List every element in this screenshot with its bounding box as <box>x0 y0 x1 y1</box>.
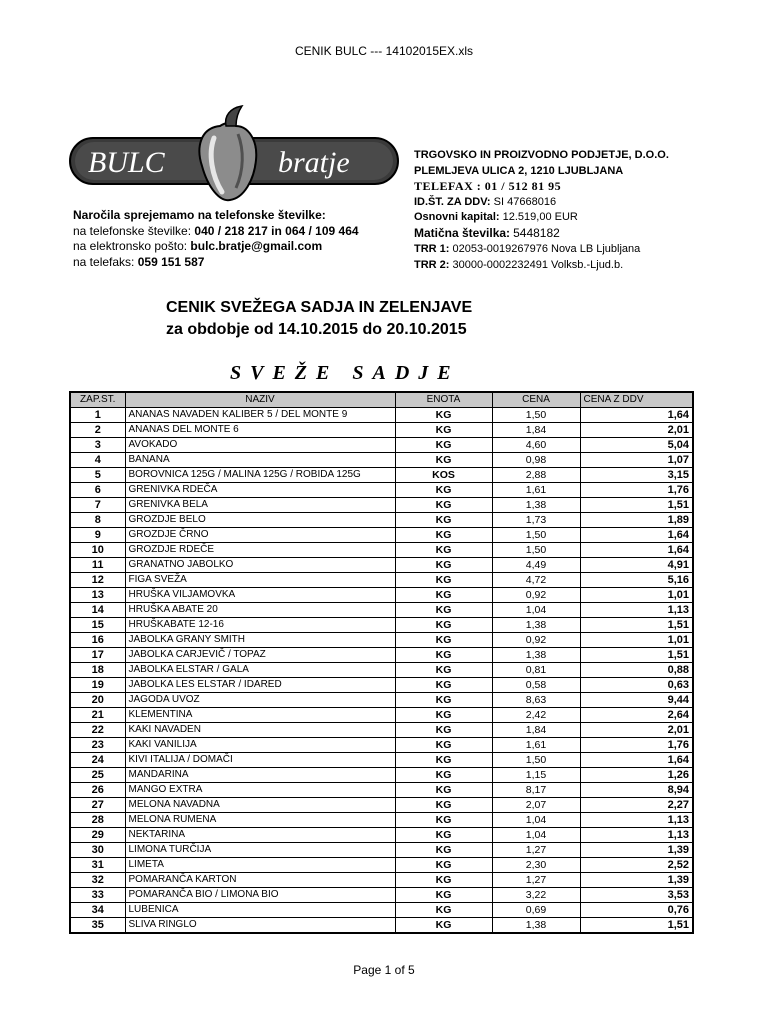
row-unit: KG <box>395 423 492 438</box>
row-number: 20 <box>70 693 125 708</box>
section-title: SVEŽE SADJE <box>230 362 460 384</box>
table-row <box>70 768 693 783</box>
row-price: 1,27 <box>492 873 580 888</box>
row-unit: KG <box>395 858 492 873</box>
row-name: JABOLKA CARJEVIČ / TOPAZ <box>125 648 395 663</box>
row-name: FIGA SVEŽA <box>125 573 395 588</box>
row-name: HRUŠKA VILJAMOVKA <box>125 588 395 603</box>
row-price: 0,69 <box>492 903 580 918</box>
row-number: 11 <box>70 558 125 573</box>
row-number: 10 <box>70 543 125 558</box>
row-number: 25 <box>70 768 125 783</box>
row-price-vat: 2,01 <box>580 723 693 738</box>
row-unit: KG <box>395 813 492 828</box>
row-number: 17 <box>70 648 125 663</box>
row-name: SLIVA RINGLO <box>125 918 395 934</box>
row-number: 21 <box>70 708 125 723</box>
row-name: JABOLKA ELSTAR / GALA <box>125 663 395 678</box>
row-name: MELONA RUMENA <box>125 813 395 828</box>
company-trr1: TRR 1: 02053-0019267976 Nova LB Ljubljana <box>414 243 641 255</box>
row-price-vat: 1,51 <box>580 648 693 663</box>
row-unit: KG <box>395 768 492 783</box>
orders-phones: na telefonske številke: 040 / 218 217 in 064 / 109 464 <box>73 223 359 238</box>
row-number: 1 <box>70 408 125 423</box>
row-price-vat: 1,01 <box>580 588 693 603</box>
company-telefax: TELEFAX : 01 / 512 81 95 <box>414 179 562 193</box>
row-number: 23 <box>70 738 125 753</box>
row-price-vat: 1,26 <box>580 768 693 783</box>
table-row <box>70 783 693 798</box>
row-price: 1,84 <box>492 423 580 438</box>
table-row <box>70 483 693 498</box>
row-number: 22 <box>70 723 125 738</box>
row-unit: KG <box>395 603 492 618</box>
row-price: 8,17 <box>492 783 580 798</box>
row-price: 1,04 <box>492 828 580 843</box>
row-price-vat: 1,76 <box>580 738 693 753</box>
row-number: 16 <box>70 633 125 648</box>
row-price: 2,30 <box>492 858 580 873</box>
row-name: GROZDJE ČRNO <box>125 528 395 543</box>
row-number: 19 <box>70 678 125 693</box>
orders-heading: Naročila sprejemamo na telefonske številke: <box>73 208 326 222</box>
row-price: 4,49 <box>492 558 580 573</box>
row-price: 0,81 <box>492 663 580 678</box>
title-line-1: CENIK SVEŽEGA SADJA IN ZELENJAVE <box>166 299 473 316</box>
row-price-vat: 1,13 <box>580 603 693 618</box>
row-unit: KG <box>395 453 492 468</box>
row-number: 2 <box>70 423 125 438</box>
row-name: JABOLKA LES ELSTAR / IDARED <box>125 678 395 693</box>
table-row <box>70 498 693 513</box>
row-unit: KG <box>395 408 492 423</box>
row-price: 1,38 <box>492 618 580 633</box>
row-number: 24 <box>70 753 125 768</box>
row-name: POMARANČA BIO / LIMONA BIO <box>125 888 395 903</box>
price-list-title <box>166 297 472 341</box>
row-price-vat: 5,04 <box>580 438 693 453</box>
row-price-vat: 1,64 <box>580 753 693 768</box>
row-name: LIMETA <box>125 858 395 873</box>
row-unit: KG <box>395 648 492 663</box>
table-row <box>70 873 693 888</box>
table-row <box>70 543 693 558</box>
row-unit: KG <box>395 723 492 738</box>
row-number: 35 <box>70 918 125 934</box>
table-row <box>70 918 693 934</box>
table-row <box>70 678 693 693</box>
company-capital: Osnovni kapital: 12.519,00 EUR <box>414 211 578 223</box>
row-unit: KG <box>395 783 492 798</box>
row-price-vat: 8,94 <box>580 783 693 798</box>
table-row <box>70 813 693 828</box>
row-name: BANANA <box>125 453 395 468</box>
row-unit: KG <box>395 843 492 858</box>
table-row <box>70 468 693 483</box>
order-contacts <box>73 208 359 270</box>
table-row <box>70 573 693 588</box>
row-price: 2,42 <box>492 708 580 723</box>
row-name: GRENIVKA BELA <box>125 498 395 513</box>
title-line-2: za obdobje od 14.10.2015 do 20.10.2015 <box>166 321 467 338</box>
table-row <box>70 903 693 918</box>
row-price: 1,50 <box>492 753 580 768</box>
row-price: 1,15 <box>492 768 580 783</box>
row-number: 8 <box>70 513 125 528</box>
row-name: MANGO EXTRA <box>125 783 395 798</box>
row-price: 4,60 <box>492 438 580 453</box>
row-unit: KG <box>395 903 492 918</box>
row-price-vat: 5,16 <box>580 573 693 588</box>
header-unit: ENOTA <box>395 392 492 408</box>
row-price-vat: 3,15 <box>580 468 693 483</box>
row-price: 2,88 <box>492 468 580 483</box>
table-row <box>70 708 693 723</box>
row-price: 1,04 <box>492 603 580 618</box>
table-row <box>70 588 693 603</box>
row-price-vat: 0,88 <box>580 663 693 678</box>
row-name: MANDARINA <box>125 768 395 783</box>
row-price-vat: 2,27 <box>580 798 693 813</box>
row-price-vat: 1,39 <box>580 873 693 888</box>
row-price: 0,58 <box>492 678 580 693</box>
row-price-vat: 1,51 <box>580 498 693 513</box>
table-row <box>70 753 693 768</box>
row-number: 12 <box>70 573 125 588</box>
row-price: 1,61 <box>492 483 580 498</box>
row-price-vat: 3,53 <box>580 888 693 903</box>
row-price: 1,38 <box>492 648 580 663</box>
row-name: GROZDJE RDEČE <box>125 543 395 558</box>
row-unit: KG <box>395 618 492 633</box>
table-row <box>70 438 693 453</box>
row-number: 33 <box>70 888 125 903</box>
row-price-vat: 1,64 <box>580 543 693 558</box>
row-price: 0,92 <box>492 588 580 603</box>
row-price-vat: 1,07 <box>580 453 693 468</box>
row-price-vat: 2,52 <box>580 858 693 873</box>
row-price-vat: 9,44 <box>580 693 693 708</box>
row-name: HRUŠKABATE 12-16 <box>125 618 395 633</box>
row-name: MELONA NAVADNA <box>125 798 395 813</box>
company-info <box>414 148 669 273</box>
row-price: 1,61 <box>492 738 580 753</box>
row-price-vat: 1,89 <box>580 513 693 528</box>
row-price-vat: 0,63 <box>580 678 693 693</box>
table-row <box>70 408 693 423</box>
row-price: 1,50 <box>492 408 580 423</box>
row-number: 31 <box>70 858 125 873</box>
table-row <box>70 423 693 438</box>
row-price: 1,04 <box>492 813 580 828</box>
row-price-vat: 0,76 <box>580 903 693 918</box>
row-price-vat: 1,39 <box>580 843 693 858</box>
row-number: 26 <box>70 783 125 798</box>
company-trr2: TRR 2: 30000-0002232491 Volksb.-Ljud.b. <box>414 258 624 271</box>
row-price-vat: 2,64 <box>580 708 693 723</box>
document-header: CENIK BULC --- 14102015EX.xls <box>294 44 474 58</box>
row-number: 14 <box>70 603 125 618</box>
row-unit: KG <box>395 573 492 588</box>
row-name: LUBENICA <box>125 903 395 918</box>
row-unit: KOS <box>395 468 492 483</box>
row-unit: KG <box>395 888 492 903</box>
company-ddv: ID.ŠT. ZA DDV: SI 47668016 <box>414 195 557 208</box>
row-number: 15 <box>70 618 125 633</box>
row-name: GRENIVKA RDEČA <box>125 483 395 498</box>
row-name: GRANATNO JABOLKO <box>125 558 395 573</box>
table-row <box>70 528 693 543</box>
row-price-vat: 1,76 <box>580 483 693 498</box>
company-maticna: Matična številka: 5448182 <box>414 225 560 240</box>
table-row <box>70 798 693 813</box>
row-price: 1,73 <box>492 513 580 528</box>
row-name: BOROVNICA 125G / MALINA 125G / ROBIDA 125G <box>125 468 395 483</box>
row-price: 1,38 <box>492 918 580 934</box>
page-footer: Page 1 of 5 <box>353 963 415 977</box>
row-unit: KG <box>395 558 492 573</box>
row-price: 3,22 <box>492 888 580 903</box>
row-name: NEKTARINA <box>125 828 395 843</box>
header-no: ZAP.ST. <box>70 392 125 408</box>
row-number: 9 <box>70 528 125 543</box>
row-price-vat: 1,64 <box>580 408 693 423</box>
row-unit: KG <box>395 498 492 513</box>
table-row <box>70 558 693 573</box>
orders-fax: na telefaks: 059 151 587 <box>73 254 205 269</box>
table-body <box>70 408 693 934</box>
row-price-vat: 1,13 <box>580 828 693 843</box>
row-unit: KG <box>395 693 492 708</box>
table-row <box>70 513 693 528</box>
row-unit: KG <box>395 798 492 813</box>
header-price-vat: CENA Z DDV <box>580 392 693 408</box>
row-unit: KG <box>395 588 492 603</box>
row-price: 1,50 <box>492 543 580 558</box>
row-unit: KG <box>395 543 492 558</box>
table-row <box>70 618 693 633</box>
row-name: POMARANČA KARTON <box>125 873 395 888</box>
row-unit: KG <box>395 753 492 768</box>
row-price-vat: 4,91 <box>580 558 693 573</box>
row-price-vat: 1,01 <box>580 633 693 648</box>
row-number: 6 <box>70 483 125 498</box>
row-unit: KG <box>395 738 492 753</box>
row-price-vat: 1,51 <box>580 618 693 633</box>
table-row <box>70 858 693 873</box>
logo-word-bulc: BULC <box>88 146 165 179</box>
row-number: 18 <box>70 663 125 678</box>
row-number: 4 <box>70 453 125 468</box>
row-unit: KG <box>395 918 492 934</box>
row-price: 0,92 <box>492 633 580 648</box>
table-row <box>70 843 693 858</box>
row-number: 27 <box>70 798 125 813</box>
row-number: 5 <box>70 468 125 483</box>
row-unit: KG <box>395 513 492 528</box>
row-number: 30 <box>70 843 125 858</box>
row-name: KIVI ITALIJA / DOMAČI <box>125 753 395 768</box>
row-name: KAKI NAVADEN <box>125 723 395 738</box>
row-number: 3 <box>70 438 125 453</box>
row-unit: KG <box>395 528 492 543</box>
company-type: TRGOVSKO IN PROIZVODNO PODJETJE, D.O.O. <box>414 149 669 161</box>
row-price: 8,63 <box>492 693 580 708</box>
row-unit: KG <box>395 678 492 693</box>
row-name: LIMONA TURČIJA <box>125 843 395 858</box>
table-row <box>70 603 693 618</box>
header-name: NAZIV <box>125 392 395 408</box>
row-name: ANANAS DEL MONTE 6 <box>125 423 395 438</box>
row-number: 32 <box>70 873 125 888</box>
row-unit: KG <box>395 828 492 843</box>
header-price: CENA <box>492 392 580 408</box>
row-unit: KG <box>395 438 492 453</box>
table-row <box>70 738 693 753</box>
row-number: 7 <box>70 498 125 513</box>
table-row <box>70 648 693 663</box>
row-price-vat: 1,13 <box>580 813 693 828</box>
company-address: PLEMLJEVA ULICA 2, 1210 LJUBLJANA <box>414 164 624 177</box>
row-price-vat: 1,51 <box>580 918 693 934</box>
row-number: 34 <box>70 903 125 918</box>
row-name: ANANAS NAVADEN KALIBER 5 / DEL MONTE 9 <box>125 408 395 423</box>
row-price: 4,72 <box>492 573 580 588</box>
row-name: KAKI VANILIJA <box>125 738 395 753</box>
row-unit: KG <box>395 663 492 678</box>
row-number: 29 <box>70 828 125 843</box>
pepper-icon <box>199 106 256 200</box>
orders-email: na elektronsko pošto: bulc.bratje@gmail.com <box>73 239 323 253</box>
row-name: JAGODA UVOZ <box>125 693 395 708</box>
row-unit: KG <box>395 873 492 888</box>
row-price: 1,84 <box>492 723 580 738</box>
table-row <box>70 693 693 708</box>
table-row <box>70 663 693 678</box>
row-name: HRUŠKA ABATE 20 <box>125 603 395 618</box>
table-row <box>70 453 693 468</box>
row-name: GROZDJE BELO <box>125 513 395 528</box>
row-number: 28 <box>70 813 125 828</box>
table-row <box>70 828 693 843</box>
logo-word-bratje: bratje <box>278 146 350 179</box>
row-price: 2,07 <box>492 798 580 813</box>
row-price: 1,50 <box>492 528 580 543</box>
table-row <box>70 888 693 903</box>
row-price: 1,27 <box>492 843 580 858</box>
row-number: 13 <box>70 588 125 603</box>
table-header-row <box>70 392 693 408</box>
row-unit: KG <box>395 633 492 648</box>
bulc-bratje-logo <box>68 104 404 204</box>
row-name: JABOLKA GRANY SMITH <box>125 633 395 648</box>
price-table <box>69 391 694 934</box>
table-row <box>70 633 693 648</box>
table-row <box>70 723 693 738</box>
row-price: 1,38 <box>492 498 580 513</box>
row-unit: KG <box>395 483 492 498</box>
row-unit: KG <box>395 708 492 723</box>
row-name: KLEMENTINA <box>125 708 395 723</box>
row-name: AVOKADO <box>125 438 395 453</box>
row-price-vat: 2,01 <box>580 423 693 438</box>
row-price: 0,98 <box>492 453 580 468</box>
row-price-vat: 1,64 <box>580 528 693 543</box>
